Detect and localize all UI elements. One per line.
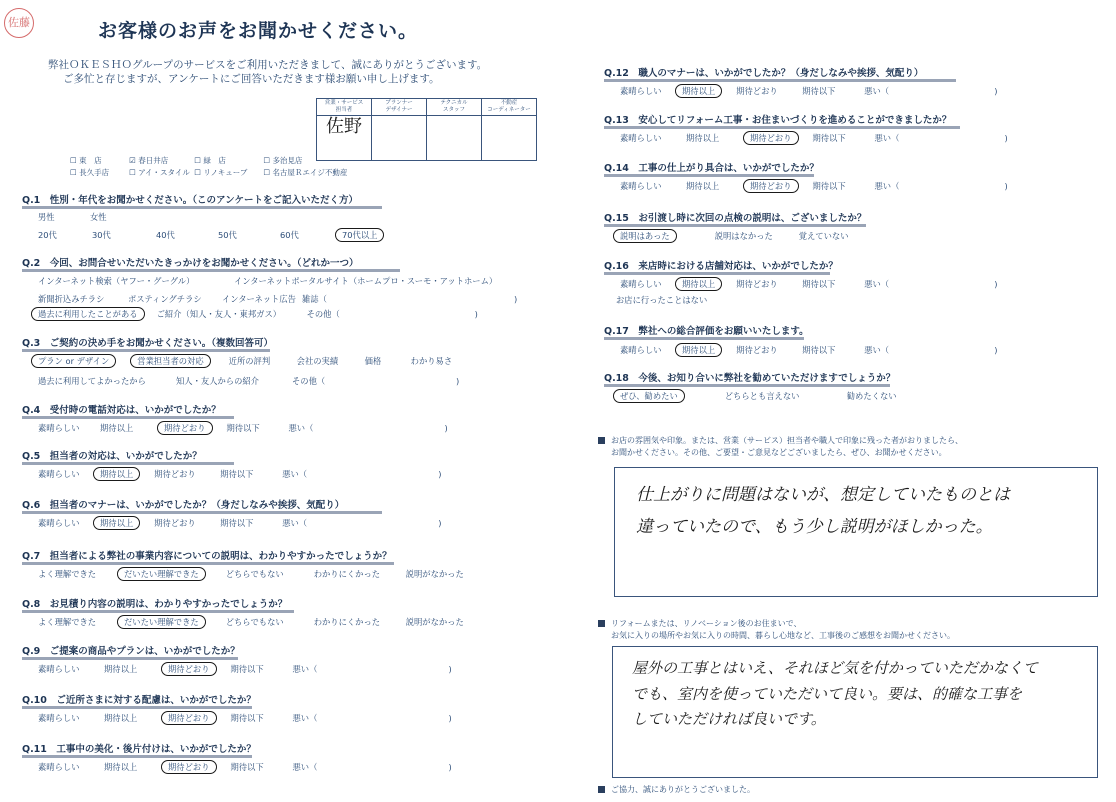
staff-technical-cell (427, 116, 482, 161)
q12-label: Q.12 職人のマナーは、いかがでしたか？（身だしなみや挨拶、気配り） (604, 68, 924, 79)
q6-selected: 期待以上 (93, 516, 140, 530)
staff-planner-cell (372, 116, 427, 161)
bullet-square-icon (598, 437, 605, 444)
q8-selected: だいたい理解できた (117, 615, 206, 629)
q4-label: Q.4 受付時の電話対応は、いかがでしたか？ (22, 405, 221, 416)
bullet-square-icon (598, 620, 605, 627)
q3-selected-sales: 営業担当者の対応 (130, 354, 210, 368)
q3-label: Q.3 ご契約の決め手をお聞かせください。（複数回答可） (22, 338, 274, 349)
q11-options: 素晴らしい 期待以上 期待どおり 期待以下 悪い（ ) (38, 762, 452, 772)
q18-selected: ぜひ、勧めたい (613, 389, 685, 403)
q2-line-3: 過去に利用したことがある ご紹介（知人・友人・東邦ガス） その他（ ) (38, 308, 478, 320)
q10-options: 素晴らしい 期待以上 期待どおり 期待以下 悪い（ ) (38, 713, 452, 723)
q1-gender: 男性 女性 (38, 212, 107, 222)
q13-options: 素晴らしい 期待以上 期待どおり 期待以下 悪い（ ) (620, 133, 1008, 143)
q7-options: よく理解できた だいたい理解できた どちらでもない わかりにくかった 説明がなかった (38, 569, 464, 579)
staff-realestate-cell (482, 116, 537, 161)
q6-options: 素晴らしい 期待以上 期待どおり 期待以下 悪い（ ) (38, 518, 442, 528)
q16-options: 素晴らしい 期待以上 期待どおり 期待以下 悪い（ ) (620, 279, 998, 289)
q18-label: Q.18 今後、お知り合いに弊社を勧めていただけますでしょうか？ (604, 373, 896, 384)
q3-line-1: プラン or デザイン 営業担当者の対応 近所の評判 会社の実績 価格 わかり易さ (38, 355, 452, 367)
q2-selected: 過去に利用したことがある (31, 307, 145, 321)
q15-options: 説明はあった 説明はなかった 覚えていない (620, 230, 849, 242)
q7-selected: だいたい理解できた (117, 567, 206, 581)
q16-not-visited: お店に行ったことはない (616, 295, 708, 305)
q17-options: 素晴らしい 期待以上 期待どおり 期待以下 悪い（ ) (620, 345, 998, 355)
staff-header-realestate: 不動産 コーディネーター (482, 99, 537, 116)
q15-label: Q.15 お引渡し時に次回の点検の説明は、ございましたか？ (604, 213, 867, 224)
q8-options: よく理解できた だいたい理解できた どちらでもない わかりにくかった 説明がなかった (38, 617, 464, 627)
q5-label: Q.5 担当者の対応は、いかがでしたか？ (22, 451, 202, 462)
q12-options: 素晴らしい 期待以上 期待どおり 期待以下 悪い（ ) (620, 86, 998, 96)
q10-selected: 期待どおり (161, 711, 217, 725)
store-list: ☐ 東 店 ☑ 春日井店 ☐ 緑 店 ☐ 多治見店 ☐ 長久手店 ☐ アイ・スタイル ☐ リノキューブ ☐ 名古屋Ｒエイジ不動産 (70, 156, 348, 177)
q11-selected: 期待どおり (161, 760, 217, 774)
staff-sales-cell (317, 116, 372, 161)
comment2-handwriting-2: でも、室内を使っていただいて良い。要は、的確な工事を (632, 685, 1023, 703)
q8-label: Q.8 お見積り内容の説明は、わかりやすかったでしょうか？ (22, 599, 288, 610)
page-title: お客様のお声をお聞かせください。 (98, 20, 419, 42)
footer-thanks: ご協力、誠にありがとうございました。 (598, 784, 755, 795)
q2-line-1: インターネット検索（ヤフー・グーグル） インターネットポータルサイト（ホームプロ・スーモ・アットホーム） (38, 276, 498, 286)
q17-label: Q.17 弊社への総合評価をお願いいたします。 (604, 326, 809, 337)
q1-label: Q.1 性別・年代をお聞かせください。（このアンケートをご記入いただく方） (22, 195, 358, 206)
q14-selected: 期待どおり (743, 179, 799, 193)
staff-header-planner: プランナー デザイナー (372, 99, 427, 116)
q4-options: 素晴らしい 期待以上 期待どおり 期待以下 悪い（ ) (38, 423, 448, 433)
q9-label: Q.9 ご提案の商品やプランは、いかがでしたか？ (22, 646, 240, 657)
q3-selected-plan: プラン or デザイン (31, 354, 116, 368)
q5-options: 素晴らしい 期待以上 期待どおり 期待以下 悪い（ ) (38, 469, 442, 479)
q11-label: Q.11 工事中の美化・後片付けは、いかがでしたか？ (22, 744, 256, 755)
q10-label: Q.10 ご近所さまに対する配慮は、いかがでしたか？ (22, 695, 256, 706)
q15-selected: 説明はあった (613, 229, 677, 243)
q2-line-2: 新聞折込みチラシ ポスティングチラシ インターネット広告 雑誌（ ) (38, 294, 518, 304)
q3-line-2: 過去に利用してよかったから 知人・友人からの紹介 その他（ ) (38, 376, 460, 386)
comment1-prompt: お店の雰囲気や印象。または、営業（サービス）担当者や職人で印象に残った者がおりましたら、 お聞かせください。その他、ご要望・ご意見などございましたら、ぜひ、お聞かせください。 (598, 435, 963, 459)
q7-label: Q.7 担当者による弊社の事業内容についての説明は、わかりやすかったでしょうか？ (22, 551, 392, 562)
intro-line-2: ご多忙と存じますが、アンケートにご回答いただきます様お願い申し上げます。 (63, 73, 440, 85)
q12-selected: 期待以上 (675, 84, 722, 98)
q4-selected: 期待どおり (157, 421, 213, 435)
q18-options: ぜひ、勧めたい どちらとも言えない 勧めたくない (620, 390, 897, 402)
stamp-seal: 佐藤 (4, 8, 34, 38)
q16-label: Q.16 来店時における店舗対応は、いかがでしたか？ (604, 261, 838, 272)
q5-selected: 期待以上 (93, 467, 140, 481)
comment1-handwriting-2: 違っていたので、もう少し説明がほしかった。 (636, 517, 993, 537)
q14-label: Q.14 工事の仕上がり具合は、いかがでしたか？ (604, 163, 819, 174)
comment2-handwriting-3: していただければ良いです。 (632, 710, 826, 728)
q9-options: 素晴らしい 期待以上 期待どおり 期待以下 悪い（ ) (38, 664, 452, 674)
comment2-handwriting-1: 屋外の工事とはいえ、それほど気を付かっていただかなくて (632, 659, 1038, 677)
staff-table (316, 98, 537, 161)
bullet-square-icon (598, 786, 605, 793)
q2-label: Q.2 今回、お問合せいただいたきっかけをお聞かせください。（どれか一つ） (22, 258, 359, 269)
q17-selected: 期待以上 (675, 343, 722, 357)
q9-selected: 期待どおり (161, 662, 217, 676)
q6-label: Q.6 担当者のマナーは、いかがでしたか？（身だしなみや挨拶、気配り） (22, 500, 345, 511)
intro-line-1: 弊社ＯＫＥＳＨＯグループのサービスをご利用いただきまして、誠にありがとうございます。 (48, 59, 488, 71)
q16-selected: 期待以上 (675, 277, 722, 291)
comment1-handwriting-1: 仕上がりに問題はないが、想定していたものとは (636, 485, 1010, 505)
q13-selected: 期待どおり (743, 131, 799, 145)
staff-header-sales: 営業・サービス 担当者 (317, 99, 372, 116)
handwritten-staff-name: 佐野 (326, 116, 362, 137)
q14-options: 素晴らしい 期待以上 期待どおり 期待以下 悪い（ ) (620, 181, 1008, 191)
staff-header-technical: テクニカル スタッフ (427, 99, 482, 116)
comment2-prompt: リフォームまたは、リノベーション後のお住まいで、 お気に入りの場所やお気に入りの時間、暮らし心地など、工事後のご感想をお聞かせください。 (598, 618, 955, 642)
q1-selected: 70代以上 (335, 228, 384, 242)
q1-ages: 20代 30代 40代 50代 60代 70代以上 (38, 229, 384, 241)
q13-label: Q.13 安心してリフォーム工事・お住まいづくりを進めることができましたか？ (604, 115, 952, 126)
